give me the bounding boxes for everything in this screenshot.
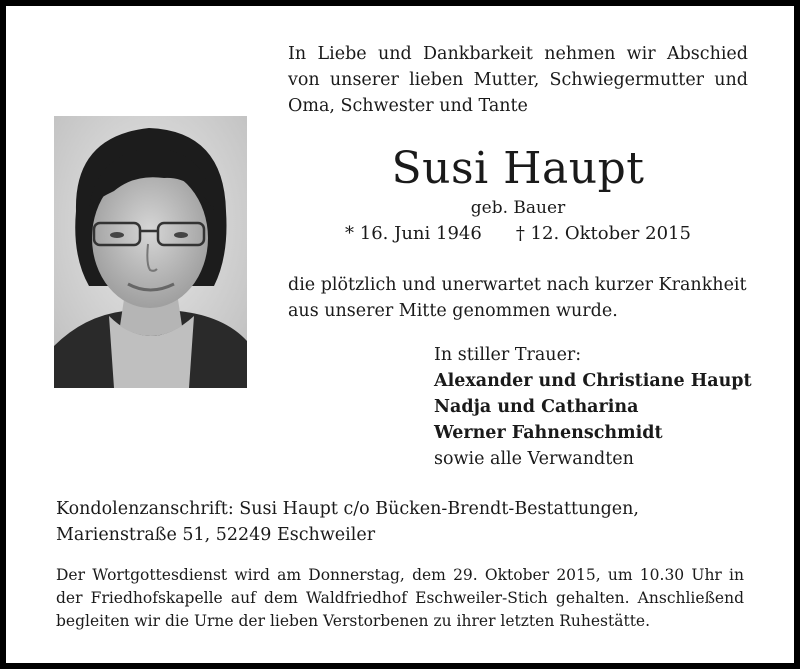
- mourner-name: Nadja und Catharina: [434, 397, 639, 417]
- mourner-name: Alexander und Christiane Haupt: [434, 371, 752, 391]
- address-line: Kondolenzanschrift: Susi Haupt c/o Bücken-Brendt-Bestattungen,: [56, 499, 639, 519]
- intro-text: [288, 41, 748, 119]
- mourners-heading: In stiller Trauer:: [434, 345, 582, 365]
- intro-line: von unserer lieben Mutter, Schwiegermutter und: [288, 70, 748, 90]
- service-line: Der Wortgottesdienst wird am Donnerstag, dem 29. Oktober 2015, um 10.30 Uhr in: [56, 566, 744, 584]
- mourners-footer: sowie alle Verwandten: [434, 449, 634, 469]
- portrait-image: [54, 116, 247, 388]
- mourners-block: [434, 342, 754, 472]
- deceased-name: Susi Haupt: [391, 143, 645, 194]
- obituary-card: [6, 6, 794, 663]
- death-date: † 12. Oktober 2015: [515, 223, 691, 244]
- passing-text: [288, 272, 748, 324]
- mourner-name: Werner Fahnenschmidt: [434, 423, 663, 443]
- passing-line: die plötzlich und unerwartet nach kurzer Krankheit: [288, 275, 747, 295]
- service-line: begleiten wir die Urne der lieben Verstorbenen zu ihrer letzten Ruhestätte.: [56, 612, 651, 630]
- birth-name: geb. Bauer: [470, 198, 566, 218]
- service-notice: [56, 564, 744, 633]
- intro-line: Oma, Schwester und Tante: [288, 96, 528, 116]
- address-line: Marienstraße 51, 52249 Eschweiler: [56, 525, 376, 545]
- portrait-photo: [54, 116, 247, 388]
- life-dates: [288, 223, 748, 245]
- condolence-address: [56, 496, 756, 548]
- intro-line: In Liebe und Dankbarkeit nehmen wir Abschied: [288, 44, 748, 64]
- passing-line: aus unserer Mitte genommen wurde.: [288, 301, 618, 321]
- birth-date: * 16. Juni 1946: [345, 223, 482, 244]
- service-line: der Friedhofskapelle auf dem Waldfriedhof Eschweiler-Stich gehalten. Anschließend: [56, 589, 744, 607]
